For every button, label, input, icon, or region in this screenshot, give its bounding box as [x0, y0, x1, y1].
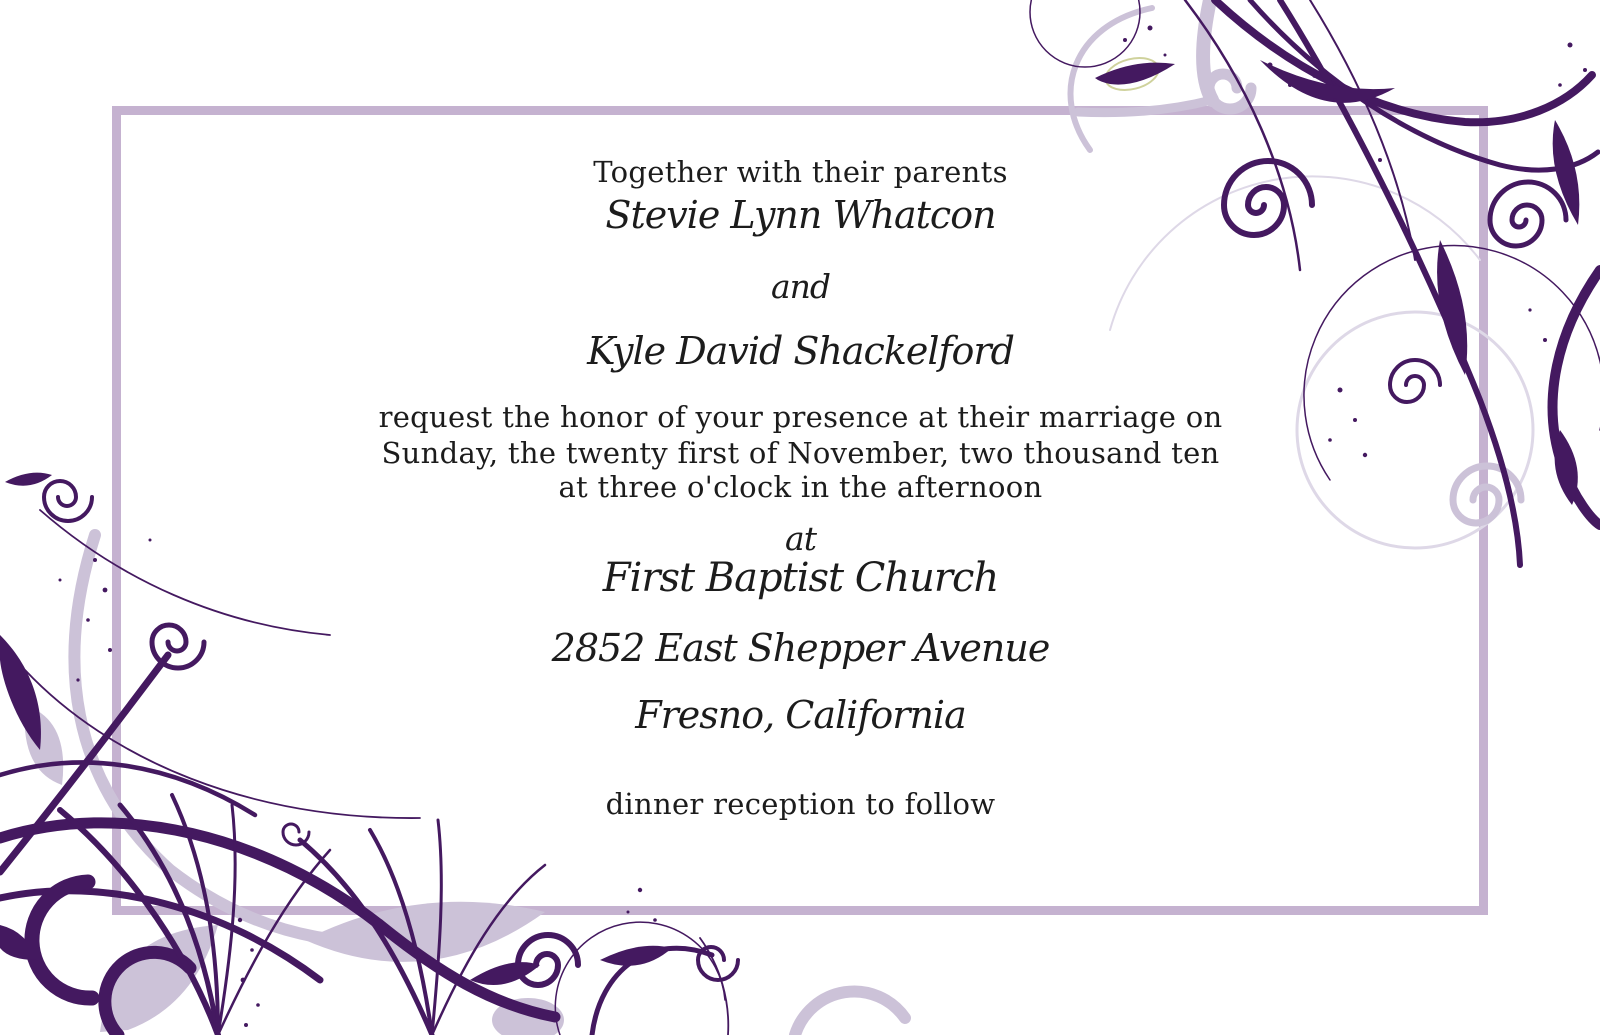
venue-address: 2852 East Shepper Avenue: [551, 626, 1050, 670]
bride-name: Stevie Lynn Whatcon: [605, 193, 996, 237]
request-line-1: request the honor of your presence at their marriage on: [378, 400, 1223, 434]
request-line-2: Sunday, the twenty first of November, two thousand ten: [381, 436, 1220, 470]
at-label: at: [785, 519, 816, 558]
reception-note: dinner reception to follow: [605, 787, 996, 821]
venue-city: Fresno, California: [635, 693, 966, 737]
intro-line: Together with their parents: [593, 155, 1008, 189]
conjunction-label: and: [770, 267, 831, 306]
request-line-3: at three o'clock in the afternoon: [558, 470, 1043, 504]
venue-name: First Baptist Church: [602, 555, 999, 601]
groom-name: Kyle David Shackelford: [587, 329, 1014, 373]
